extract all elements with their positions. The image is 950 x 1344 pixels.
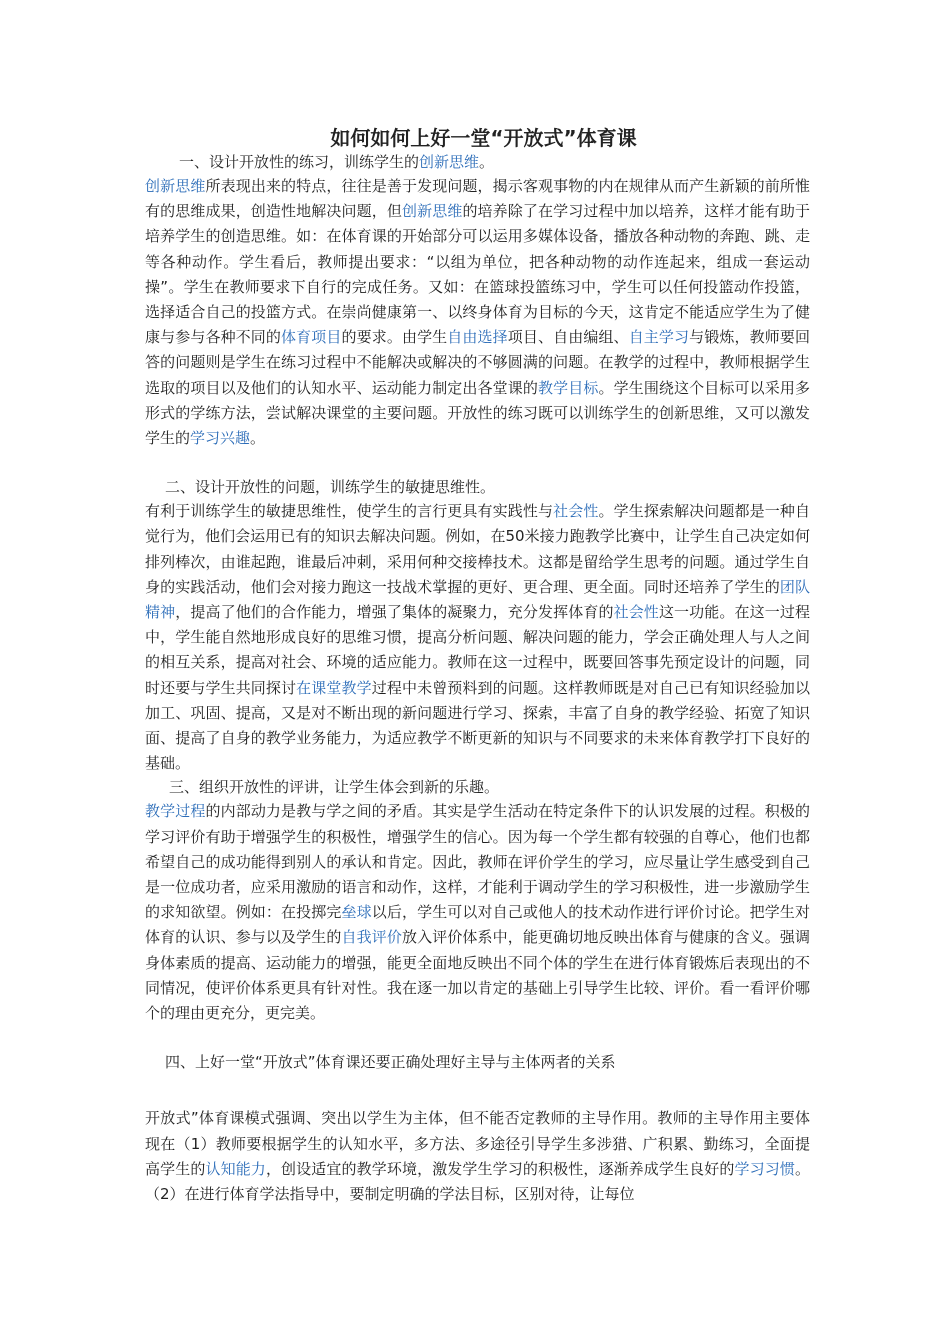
spacer [145, 1074, 810, 1106]
spacer [145, 1026, 810, 1051]
section-4-paragraph [145, 1106, 810, 1207]
keyword-link[interactable]: 体育项目 [281, 328, 342, 347]
text-run: 四、上好一堂“开放式”体育课还要正确处理好主导与主体两者的关系 [165, 1053, 616, 1072]
text-run: 。学生围绕这个目标可以采用多形式的学练方法，尝试解决课堂的主要问题。开放性的练习既可以训练学生的创新思维，又可以激发学生的 [145, 378, 810, 448]
keyword-link[interactable]: 教学过程 [145, 802, 206, 821]
text-run: 这一功能。在这一过程中，学生能自然地形成良好的思维习惯，提高分析问题、解决问题的能力，学会正确处理人与人之间的相互关系，提高对社会、环境的适应能力。教师在这一过程中，既要回答事先预定设计的问题，同时还要与学生共同探讨 [145, 603, 810, 697]
section-3-paragraph [145, 799, 810, 1026]
text-run: 过程中未曾预料到的问题。这样教师既是对自己已有知识经验加以加工、巩固、提高，又是对不断出现的新问题进行学习、探索，丰富了自身的教学经验、拓宽了知识面、提高了自身的教学业务能力，为适应教学不断更新的知识与不同要求的未来体育教学打下良好的基础。 [145, 678, 810, 773]
text-run: ，创设适宜的教学环境，激发学生学习的积极性，逐渐养成学生良好的 [265, 1159, 735, 1178]
keyword-link[interactable]: 学习兴趣 [190, 429, 251, 448]
keyword-link[interactable]: 学习习惯 [734, 1159, 795, 1178]
section-1-heading [145, 151, 810, 174]
text-run: 放入评价体系中，能更确切地反映出体育与健康的含义。强调身体素质的提高、运动能力的增强，能更全面地反映出不同个体的学生在进行体育锻炼后表现出的不同情况，使评价体系更具有针对性。我在逐一加以肯定的基础上引导学生比较、评价。看一看评价哪个的理由更充分，更完美。 [145, 928, 810, 1023]
text-run: 。（2）在进行体育学法指导中，要制定明确的学法目标，区别对待，让每位 [145, 1159, 810, 1203]
section-4-heading [145, 1051, 810, 1074]
section-1-paragraph [145, 174, 810, 451]
keyword-link[interactable]: 创新思维 [401, 202, 463, 221]
text-run: ，提高了他们的合作能力，增强了集体的凝聚力，充分发挥体育的 [175, 603, 614, 622]
text-run: 。学生探索解决问题都是一种自觉行为，他们会运用已有的知识去解决问题。例如，在50米接力跑教学比赛中，让学生自己决定如何排列棒次，由谁起跑，谁最后冲刺，采用何种交接棒技术。这都是留给学生思考的问题。通过学生自身的实践活动，他们会对接力跑这一技战术掌握的更好、更合理、更全面。同时还培养了学生的 [145, 502, 810, 596]
keyword-link[interactable]: 自我评价 [341, 928, 402, 947]
document-title: 如何如何上好一堂“开放式”体育课 [330, 126, 637, 150]
text-run: 的要求。由学生 [341, 328, 448, 347]
section-2-paragraph [145, 499, 810, 776]
keyword-link[interactable]: 社会性 [553, 502, 599, 521]
keyword-link[interactable]: 团队精神 [145, 577, 810, 622]
keyword-link[interactable]: 在课堂教学 [296, 678, 372, 697]
section-3-heading [145, 776, 810, 799]
text-run: 。 [479, 153, 495, 171]
keyword-link[interactable]: 认知能力 [205, 1159, 266, 1178]
text-run: 。 [250, 429, 266, 448]
keyword-link[interactable]: 自主学习 [628, 328, 690, 347]
text-run: 有利于训练学生的敏捷思维性，使学生的言行更具有实践性与 [145, 502, 554, 521]
text-run: 一、设计开放性的练习，训练学生的 [179, 153, 420, 171]
text-run: 二、设计开放性的问题，训练学生的敏捷思维性。 [165, 478, 496, 497]
spacer [145, 451, 810, 476]
keyword-link[interactable]: 自由选择 [447, 328, 508, 347]
keyword-link[interactable]: 创新思维 [419, 153, 480, 171]
keyword-link[interactable]: 创新思维 [145, 177, 206, 195]
keyword-link[interactable]: 社会性 [613, 603, 659, 622]
section-2-heading [145, 476, 810, 499]
document-page [145, 125, 810, 1207]
text-run: 与锻炼，教师要回答的问题则是学生在练习过程中不能解决或解决的不够圆满的问题。在教学的过程中，教师根据学生选取的项目以及他们的认知水平、运动能力制定出各堂课的 [145, 328, 810, 397]
text-run: 项目、自由编组、 [507, 328, 629, 347]
text-run: 三、组织开放性的评讲，让学生体会到新的乐趣。 [169, 778, 500, 797]
text-run: 开放式”体育课模式强调、突出以学生为主体，但不能否定教师的主导作用。教师的主导作用主要体现在（1）教师要根据学生的认知水平，多方法、多途径引导学生多涉猎、广积累、勤练习，全面提高学生的 [145, 1109, 810, 1178]
text-run: 的内部动力是教与学之间的矛盾。其实是学生活动在特定条件下的认识发展的过程。积极的学习评价有助于增强学生的积极性，增强学生的信心。因为每一个学生都有较强的自尊心，他们也都希望自己的成功能得到别人的承认和肯定。因此，教师在评价学生的学习，应尽量让学生感受到自己是一位成功者，应采用激励的语言和动作，这样，才能利于调动学生的学习积极性，进一步激励学生的求知欲望。例如：在投掷完 [145, 802, 810, 922]
text-run: 的培养除了在学习过程中加以培养，这样才能有助于培养学生的创造思维。如：在体育课的开始部分可以运用多媒体设备，播放各种动物的奔跑、跳、走等各种动作。学生看后，教师提出要求：“以组为单位，把各种动物的动作连起来，组成一套运动操”。学生在教师要求下自行的完成任务。又如：在篮球投篮练习中，学生可以任何投篮动作投篮，选择适合自己的投篮方式。在崇尚健康第一、以终身体育为目标的今天，这肯定不能适应学生为了健康与参与各种不同的 [145, 202, 810, 347]
text-run: 所表现出来的特点，往往是善于发现问题，揭示客观事物的内在规律从而产生新颖的前所惟有的思维成果，创造性地解决问题，但 [145, 177, 810, 221]
keyword-link[interactable]: 教学目标 [538, 378, 599, 397]
text-run: 以后，学生可以对自己或他人的技术动作进行评价讨论。把学生对体育的认识、参与以及学生的 [145, 903, 810, 947]
keyword-link[interactable]: 垒球 [341, 903, 372, 922]
